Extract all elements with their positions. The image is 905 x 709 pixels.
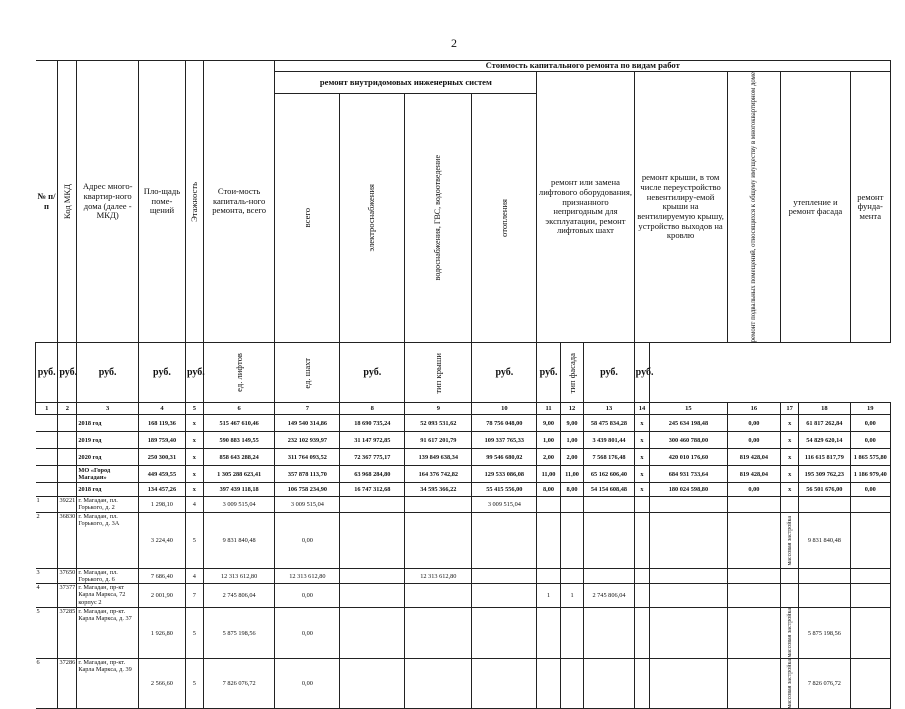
row-code: 39221 (58, 497, 77, 513)
header-num: № п/п (37, 191, 56, 211)
summary-roof-cost: 684 931 733,64 (650, 466, 727, 483)
empty-cell (36, 432, 58, 449)
column-number: 15 (650, 403, 727, 415)
summary-heating: 129 533 086,08 (472, 466, 537, 483)
table-body (36, 415, 891, 709)
empty-cell (58, 483, 77, 497)
summary-row (36, 415, 891, 432)
header-roof-type: тип крыши (432, 352, 443, 394)
summary-basement: 819 428,04 (727, 466, 781, 483)
row-foundation (850, 584, 890, 608)
row-elevator-cost (584, 608, 634, 659)
summary-electric: 72 367 775,17 (340, 449, 405, 466)
summary-shafts: 8,00 (560, 483, 584, 497)
row-code: 37377 (58, 584, 77, 608)
row-roof-type (634, 569, 650, 584)
column-number: 7 (275, 403, 340, 415)
summary-roof-cost: 420 010 176,60 (650, 449, 727, 466)
facade-type-label: массовая застройка (786, 658, 793, 709)
summary-water: 91 617 201,79 (405, 432, 472, 449)
row-roof-cost (650, 497, 727, 513)
summary-shafts: 2,00 (560, 449, 584, 466)
row-facade-type (781, 658, 799, 709)
summary-label: 2020 год (77, 449, 139, 466)
row-number: 4 (36, 584, 58, 608)
summary-elevators: 2,00 (537, 449, 561, 466)
summary-floors: x (185, 415, 203, 432)
summary-area: 250 300,31 (138, 449, 185, 466)
row-heating (472, 658, 537, 709)
header-floors: Этажность (188, 181, 199, 222)
summary-facade-cost: 54 829 620,14 (799, 432, 850, 449)
table-header (36, 61, 891, 415)
row-electric (340, 584, 405, 608)
summary-eng-total: 232 102 939,97 (275, 432, 340, 449)
row-elevator-cost (584, 497, 634, 513)
summary-heating: 109 337 765,33 (472, 432, 537, 449)
summary-eng-total: 311 764 093,52 (275, 449, 340, 466)
summary-facade-type: x (781, 483, 799, 497)
summary-elevators: 11,00 (537, 466, 561, 483)
summary-basement: 0,00 (727, 483, 781, 497)
summary-floors: x (185, 483, 203, 497)
row-basement (727, 569, 781, 584)
row-basement (727, 584, 781, 608)
unit-heating: руб. (185, 343, 203, 403)
row-code: 37650 (58, 569, 77, 584)
unit-total: руб. (36, 343, 58, 403)
table-row (36, 569, 891, 584)
summary-shafts: 9,00 (560, 415, 584, 432)
summary-foundation: 1 186 979,40 (850, 466, 890, 483)
row-floors: 4 (185, 497, 203, 513)
row-facade-type (781, 584, 799, 608)
column-number: 10 (472, 403, 537, 415)
summary-water: 139 849 638,34 (405, 449, 472, 466)
summary-heating: 78 756 048,00 (472, 415, 537, 432)
header-foundation: ремонт фунда-мента (850, 72, 890, 343)
summary-electric: 18 690 735,24 (340, 415, 405, 432)
summary-basement: 819 428,04 (727, 449, 781, 466)
row-electric (340, 513, 405, 569)
summary-floors: x (185, 466, 203, 483)
summary-floors: x (185, 432, 203, 449)
row-electric (340, 658, 405, 709)
column-number: 2 (58, 403, 77, 415)
column-number: 6 (203, 403, 275, 415)
summary-row (36, 449, 891, 466)
row-shafts: 1 (560, 584, 584, 608)
row-electric (340, 608, 405, 659)
summary-facade-cost: 195 309 762,23 (799, 466, 850, 483)
row-water (405, 608, 472, 659)
row-floors: 5 (185, 608, 203, 659)
summary-foundation: 0,00 (850, 483, 890, 497)
empty-cell (36, 483, 58, 497)
row-facade-cost: 7 826 076,72 (799, 658, 850, 709)
unit-water: руб. (138, 343, 185, 403)
summary-total: 858 643 288,24 (203, 449, 275, 466)
row-shafts (560, 497, 584, 513)
header-water: водоснабжения, ГВС, водоотведение (433, 155, 443, 281)
row-eng-total: 12 313 612,80 (275, 569, 340, 584)
row-number: 6 (36, 658, 58, 709)
row-heating (472, 608, 537, 659)
row-roof-cost (650, 569, 727, 584)
row-area: 7 686,40 (138, 569, 185, 584)
row-roof-cost (650, 608, 727, 659)
summary-elevator-cost: 58 475 834,28 (584, 415, 634, 432)
row-facade-type (781, 569, 799, 584)
empty-cell (36, 466, 58, 483)
table-row (36, 584, 891, 608)
row-roof-cost (650, 584, 727, 608)
summary-eng-total: 106 758 234,90 (275, 483, 340, 497)
header-elevators: ед. лифтов (233, 353, 244, 393)
empty-cell (36, 449, 58, 466)
header-address: Адрес много-квартир-ного дома (далее - МКД) (82, 181, 133, 221)
row-floors: 5 (185, 658, 203, 709)
row-facade-cost: 5 875 198,56 (799, 608, 850, 659)
column-number: 5 (185, 403, 203, 415)
summary-roof-type: x (634, 466, 650, 483)
row-area: 2 566,60 (138, 658, 185, 709)
row-water (405, 584, 472, 608)
summary-water: 34 595 366,22 (405, 483, 472, 497)
row-roof-type (634, 584, 650, 608)
summary-electric: 31 147 972,85 (340, 432, 405, 449)
column-number: 8 (340, 403, 405, 415)
summary-roof-type: x (634, 449, 650, 466)
header-total: Стои-мость капиталь-ного ремонта, всего (212, 186, 267, 216)
row-elevator-cost (584, 513, 634, 569)
table-row (36, 497, 891, 513)
row-heating (472, 584, 537, 608)
row-eng-total: 0,00 (275, 584, 340, 608)
row-roof-cost (650, 658, 727, 709)
row-address: г. Магадан, пр-кт. Карла Маркса, д. 39 (77, 658, 139, 709)
summary-water: 164 376 742,82 (405, 466, 472, 483)
row-shafts (560, 658, 584, 709)
row-address: г. Магадан, пл. Горького, д. 6 (77, 569, 139, 584)
table-row (36, 513, 891, 569)
row-roof-type (634, 513, 650, 569)
column-number: 1 (36, 403, 58, 415)
summary-area: 189 759,40 (138, 432, 185, 449)
row-total: 5 875 198,56 (203, 608, 275, 659)
row-facade-type (781, 513, 799, 569)
header-group-engineering: ремонт внутридомовых инженерных систем (275, 72, 537, 94)
header-electric: электроснабжения (366, 184, 377, 252)
unit-facade: руб. (584, 343, 634, 403)
summary-row (36, 466, 891, 483)
unit-electric: руб. (77, 343, 139, 403)
row-total: 3 009 515,04 (203, 497, 275, 513)
row-address: г. Магадан, пр-кт Карла Маркса, 72 корпус 2 (77, 584, 139, 608)
summary-facade-type: x (781, 432, 799, 449)
column-number: 16 (727, 403, 781, 415)
row-roof-type (634, 497, 650, 513)
row-water: 12 313 612,80 (405, 569, 472, 584)
row-foundation (850, 497, 890, 513)
summary-heating: 99 546 680,02 (472, 449, 537, 466)
column-number: 13 (584, 403, 634, 415)
column-number: 11 (537, 403, 561, 415)
row-total: 2 745 806,04 (203, 584, 275, 608)
summary-roof-cost: 300 460 788,00 (650, 432, 727, 449)
row-area: 2 001,90 (138, 584, 185, 608)
row-basement (727, 608, 781, 659)
row-elevators (537, 608, 561, 659)
summary-label: 2018 год (77, 483, 139, 497)
summary-basement: 0,00 (727, 432, 781, 449)
row-total: 7 826 076,72 (203, 658, 275, 709)
summary-foundation: 0,00 (850, 415, 890, 432)
row-elevator-cost: 2 745 806,04 (584, 584, 634, 608)
page-number: 2 (451, 36, 457, 50)
row-address: г. Магадан, пл. Горького, д. 2 (77, 497, 139, 513)
summary-elevators: 8,00 (537, 483, 561, 497)
row-number: 2 (36, 513, 58, 569)
row-water (405, 658, 472, 709)
summary-roof-cost: 245 634 198,48 (650, 415, 727, 432)
row-basement (727, 497, 781, 513)
row-elevators (537, 658, 561, 709)
unit-eng-total: руб. (58, 343, 77, 403)
summary-electric: 63 968 284,80 (340, 466, 405, 483)
row-facade-cost (799, 584, 850, 608)
summary-eng-total: 357 878 113,70 (275, 466, 340, 483)
row-facade-type (781, 608, 799, 659)
header-group-facade: утепление и ремонт фасада (781, 72, 850, 343)
row-area: 1 926,80 (138, 608, 185, 659)
row-heating (472, 569, 537, 584)
summary-elevators: 9,00 (537, 415, 561, 432)
empty-cell (58, 466, 77, 483)
summary-elevator-cost: 65 162 606,40 (584, 466, 634, 483)
row-basement (727, 658, 781, 709)
facade-type-label: массовая застройка (786, 516, 793, 566)
column-number: 3 (77, 403, 139, 415)
table-row (36, 658, 891, 709)
row-floors: 4 (185, 569, 203, 584)
row-foundation (850, 569, 890, 584)
header-basement: ремонт подвальных помещений, относящихся к общему имуществу в многоквартирном доме (750, 72, 758, 343)
empty-cell (58, 449, 77, 466)
summary-total: 397 439 118,18 (203, 483, 275, 497)
row-address: г. Магадан, пр-кт. Карла Маркса, д. 37 (77, 608, 139, 659)
row-elevators (537, 497, 561, 513)
table-row (36, 608, 891, 659)
row-facade-cost: 9 831 840,48 (799, 513, 850, 569)
row-heating: 3 009 515,04 (472, 497, 537, 513)
column-number: 19 (850, 403, 890, 415)
row-eng-total: 0,00 (275, 608, 340, 659)
column-number-row (36, 403, 891, 415)
row-elevators (537, 569, 561, 584)
row-number: 3 (36, 569, 58, 584)
column-number: 9 (405, 403, 472, 415)
summary-basement: 0,00 (727, 415, 781, 432)
row-elevator-cost (584, 569, 634, 584)
row-foundation (850, 658, 890, 709)
summary-electric: 16 747 312,68 (340, 483, 405, 497)
summary-shafts: 1,00 (560, 432, 584, 449)
row-eng-total: 0,00 (275, 658, 340, 709)
summary-heating: 55 415 556,00 (472, 483, 537, 497)
column-number: 14 (634, 403, 650, 415)
summary-elevators: 1,00 (537, 432, 561, 449)
summary-area: 168 119,36 (138, 415, 185, 432)
row-address: г. Магадан, пл. Горького, д. 3А (77, 513, 139, 569)
row-elevators: 1 (537, 584, 561, 608)
header-group-roof: ремонт крыши, в том числе переустройство невентилиру-емой крыши на вентилируемую крышу, устройство выходов на кровлю (634, 72, 727, 343)
row-number: 1 (36, 497, 58, 513)
summary-water: 52 093 531,62 (405, 415, 472, 432)
row-elevator-cost (584, 658, 634, 709)
summary-eng-total: 149 540 314,86 (275, 415, 340, 432)
header-eng-total: всего (301, 208, 312, 228)
summary-facade-type: x (781, 415, 799, 432)
header-heating: отопления (498, 199, 509, 238)
summary-facade-type: x (781, 466, 799, 483)
summary-shafts: 11,00 (560, 466, 584, 483)
row-foundation (850, 513, 890, 569)
empty-cell (58, 432, 77, 449)
header-facade-type: тип фасада (566, 352, 577, 394)
column-number: 4 (138, 403, 185, 415)
summary-foundation: 1 865 575,80 (850, 449, 890, 466)
row-total: 12 313 612,80 (203, 569, 275, 584)
summary-facade-cost: 116 615 817,79 (799, 449, 850, 466)
unit-elevator: руб. (340, 343, 405, 403)
row-roof-type (634, 608, 650, 659)
row-code: 37286 (58, 658, 77, 709)
unit-basement: руб. (537, 343, 561, 403)
summary-label: МО «Город Магадан» (77, 466, 139, 483)
row-floors: 7 (185, 584, 203, 608)
summary-row (36, 432, 891, 449)
summary-facade-cost: 61 817 262,84 (799, 415, 850, 432)
summary-elevator-cost: 3 439 801,44 (584, 432, 634, 449)
header-group-elevator: ремонт или замена лифтового оборудования, признанного непригодным для эксплуатации, ремонт лифтовых шахт (537, 72, 634, 343)
row-foundation (850, 608, 890, 659)
row-facade-cost (799, 569, 850, 584)
empty-cell (36, 415, 58, 432)
row-facade-cost (799, 497, 850, 513)
row-heating (472, 513, 537, 569)
row-shafts (560, 513, 584, 569)
summary-total: 590 883 149,55 (203, 432, 275, 449)
empty-cell (58, 415, 77, 432)
header-group-main: Стоимость капитального ремонта по видам работ (275, 61, 891, 72)
summary-floors: x (185, 449, 203, 466)
summary-facade-cost: 56 501 676,00 (799, 483, 850, 497)
column-number: 18 (799, 403, 850, 415)
summary-elevator-cost: 54 154 608,48 (584, 483, 634, 497)
summary-roof-cost: 180 024 598,80 (650, 483, 727, 497)
row-eng-total: 0,00 (275, 513, 340, 569)
summary-total: 515 467 610,46 (203, 415, 275, 432)
summary-roof-type: x (634, 432, 650, 449)
row-shafts (560, 569, 584, 584)
summary-area: 449 459,55 (138, 466, 185, 483)
header-code: Код МКД (61, 184, 72, 220)
row-water (405, 497, 472, 513)
header-area: Пло-щадь поме-щений (143, 186, 181, 216)
row-facade-type (781, 497, 799, 513)
row-floors: 5 (185, 513, 203, 569)
summary-roof-type: x (634, 415, 650, 432)
summary-facade-type: x (781, 449, 799, 466)
summary-roof-type: x (634, 483, 650, 497)
row-eng-total: 3 009 515,04 (275, 497, 340, 513)
summary-area: 134 457,26 (138, 483, 185, 497)
row-roof-cost (650, 513, 727, 569)
row-basement (727, 513, 781, 569)
row-electric (340, 569, 405, 584)
summary-total: 1 305 288 623,41 (203, 466, 275, 483)
row-code: 37285 (58, 608, 77, 659)
row-electric (340, 497, 405, 513)
summary-elevator-cost: 7 568 176,48 (584, 449, 634, 466)
facade-type-label: массовая застройка (786, 608, 793, 658)
row-code: 36830 (58, 513, 77, 569)
unit-foundation: руб. (634, 343, 650, 403)
column-number: 17 (781, 403, 799, 415)
summary-label: 2019 год (77, 432, 139, 449)
row-number: 5 (36, 608, 58, 659)
row-elevators (537, 513, 561, 569)
row-water (405, 513, 472, 569)
row-roof-type (634, 658, 650, 709)
summary-label: 2018 год (77, 415, 139, 432)
row-area: 3 224,40 (138, 513, 185, 569)
header-shafts: ед. шахт (301, 357, 312, 389)
summary-foundation: 0,00 (850, 432, 890, 449)
summary-row (36, 483, 891, 497)
column-number: 12 (560, 403, 584, 415)
unit-roof: руб. (472, 343, 537, 403)
row-total: 9 831 840,48 (203, 513, 275, 569)
row-area: 1 298,10 (138, 497, 185, 513)
capital-repair-table (35, 60, 891, 709)
row-shafts (560, 608, 584, 659)
